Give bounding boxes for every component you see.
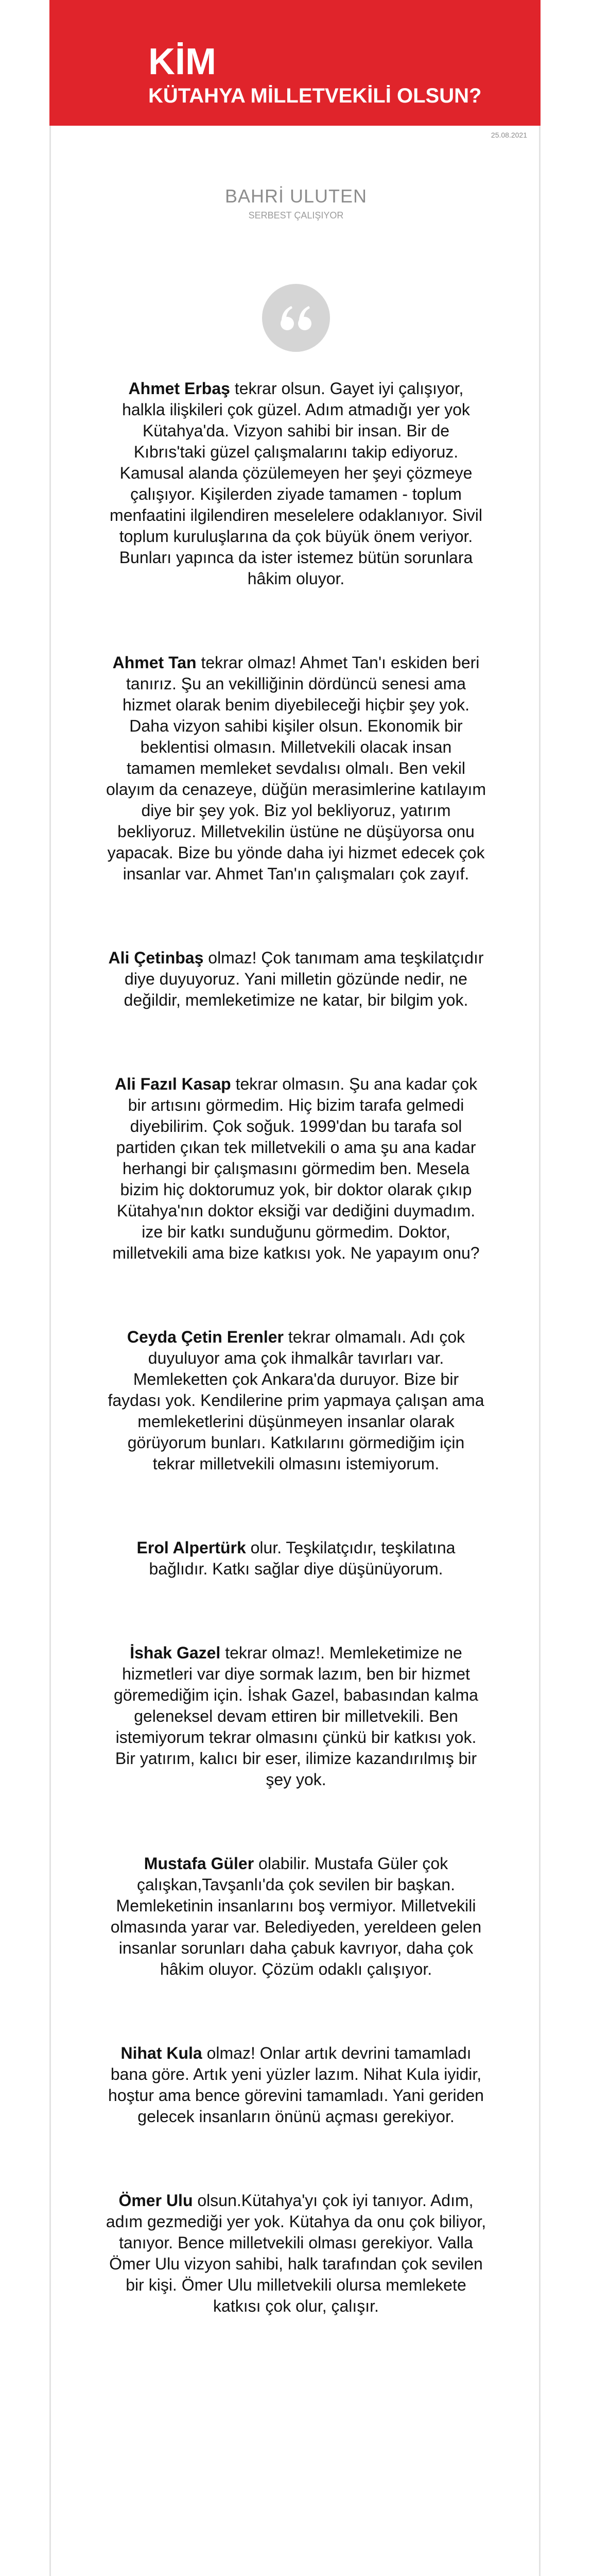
article-paragraph	[106, 652, 486, 885]
candidate-name: Ahmet Tan	[112, 653, 197, 672]
paragraph-text: olabilir. Mustafa Güler çok çalışkan,Tavşanlı'da çok sevilen bir başkan. Memleketinin insanlarını boş vermiyor. Milletvekili olmasında yarar var. Belediyeden, yereldeen gelen insanlar sorunları daha çabuk kavrıyor, daha çok hâkim oluyor. Çözüm odaklı çalışıyor.	[110, 1854, 482, 1978]
header-title: KİM	[148, 41, 216, 82]
candidate-name: Mustafa Güler	[144, 1854, 254, 1873]
candidate-name: Ahmet Erbaş	[128, 379, 230, 398]
author-name: BAHRİ ULUTEN	[224, 185, 368, 207]
candidate-name: Nihat Kula	[120, 2044, 202, 2062]
paragraph-text: olur. Teşkilatçıdır, teşkilatına bağlıdır. Katkı sağlar diye düşünüyorum.	[149, 1538, 456, 1578]
author-role: SERBEST ÇALIŞIYOR	[248, 210, 344, 221]
article-paragraph	[106, 2190, 486, 2317]
paragraph-text: tekrar olmaz! Ahmet Tan'ı eskiden beri tanırız. Şu an vekilliğinin dördüncü senesi ama hizmet olarak benim diyebileceği hiçbir şey yok. Daha vizyon sahibi kişiler olsun. Ekonomik bir beklentisi olmasın. Milletvekili olacak insan tamamen memleket sevdalısı olmalı. Ben vekil olayım da cenazeye, düğün merasimlerine katılayım diye bir şey yok. Biz yol bekliyoruz, yatırım bekliyoruz. Milletvekilin üstüne ne düşüyorsa onu yapacak. Bize bu yönde daha iyi hizmet edecek çok insanlar var. Ahmet Tan'ın çalışmaları çok zayıf.	[106, 653, 486, 883]
candidate-name: Ali Fazıl Kasap	[114, 1075, 231, 1093]
byline	[0, 185, 592, 221]
paragraph-text: tekrar olsun. Gayet iyi çalışıyor, halkla ilişkileri çok güzel. Adım atmadığı yer yok Kütahya'da. Vizyon sahibi bir insan. Bir de Kıbrıs'taki güzel çalışmalarını takip ediyoruz. Kamusal alanda çözülemeyen her şeyi çözmeye çalışıyor. Kişilerden ziyade tamamen - toplum menfaatini ilgilendiren meselelere odaklanıyor. Sivil toplum kuruluşlarına da çok büyük önem veriyor. Bunları yapınca da ister istemez bütün sorunlara hâkim oluyor.	[110, 379, 482, 588]
header-subtitle: KÜTAHYA MİLLETVEKİLİ OLSUN?	[148, 84, 482, 107]
paragraph-text: tekrar olmasın. Şu ana kadar çok bir artısını görmedim. Hiç bizim tarafa gelmedi diyebilirim. Çok soğuk. 1999'dan bu tarafa sol partiden çıkan tek milletvekili o ama şu ana kadar herhangi bir çalışmasını görmedim ben. Mesela bizim hiç doktorumuz yok, bir doktor olarak çıkıp Kütahya'nın doktor eksiği var dediğini duymadım. ize bir katkı sunduğunu görmedim. Doktor, milletvekili ama bize katkısı yok. Ne yapayım onu?	[112, 1075, 480, 1262]
paragraph-text: tekrar olmaz!. Memleketimize ne hizmetleri var diye sormak lazım, ben bir hizmet göremediğim için. İshak Gazel, babasından kalma geleneksel devam ettiren bir milletvekili. Ben istemiyorum tekrar olmasını çünkü bir katkısı yok. Bir yatırım, kalıcı bir eser, ilimize kazandırılmış bir şey yok.	[114, 1643, 478, 1789]
header-banner	[49, 0, 541, 126]
article-paragraph	[106, 378, 486, 589]
article-paragraph	[106, 1642, 486, 1790]
article-paragraph	[106, 1853, 486, 1980]
quote-open-icon	[260, 282, 332, 353]
paragraph-text: olmaz! Çok tanımam ama teşkilatçıdır diye duyuyoruz. Yani milletin gözünde nedir, ne değildir, memleketimize ne katar, bir bilgim yok.	[124, 948, 484, 1009]
publish-date: 25.08.2021	[491, 131, 527, 139]
paragraph-text: tekrar olmamalı. Adı çok duyuluyor ama çok ihmalkâr tavırları var. Memleketten çok Ankara'da duruyor. Bize bir faydası yok. Kendilerine prim yapmaya çalışan ama memleketlerini düşünmeyen insanlar olarak görüyorum bunları. Katkılarını görmediğim için tekrar milletvekili olmasını istemiyorum.	[108, 1328, 484, 1473]
candidate-name: Ceyda Çetin Erenler	[127, 1328, 284, 1346]
article-body	[106, 378, 486, 2380]
paragraph-text: olsun.Kütahya'yı çok iyi tanıyor. Adım, adım gezmediği yer yok. Kütahya da onu çok biliyor, tanıyor. Bence milletvekili olması gerekiyor. Valla Ömer Ulu vizyon sahibi, halk tarafından çok sevilen bir kişi. Ömer Ulu milletvekili olursa memlekete katkısı çok olur, çalışır.	[106, 2191, 486, 2315]
article-paragraph	[106, 1074, 486, 1264]
article-paragraph	[106, 1327, 486, 1475]
candidate-name: Ali Çetinbaş	[108, 948, 204, 967]
article-paragraph	[106, 1537, 486, 1580]
article-paragraph	[106, 2043, 486, 2127]
paragraph-text: olmaz! Onlar artık devrini tamamladı bana göre. Artık yeni yüzler lazım. Nihat Kula iyidir, hoştur ama bence görevini tamamladı. Yani geriden gelecek insanların önünü açması gerekiyor.	[108, 2044, 484, 2126]
candidate-name: Ömer Ulu	[118, 2191, 193, 2210]
candidate-name: Erol Alpertürk	[136, 1538, 246, 1557]
article-paragraph	[106, 947, 486, 1011]
candidate-name: İshak Gazel	[130, 1643, 221, 1662]
